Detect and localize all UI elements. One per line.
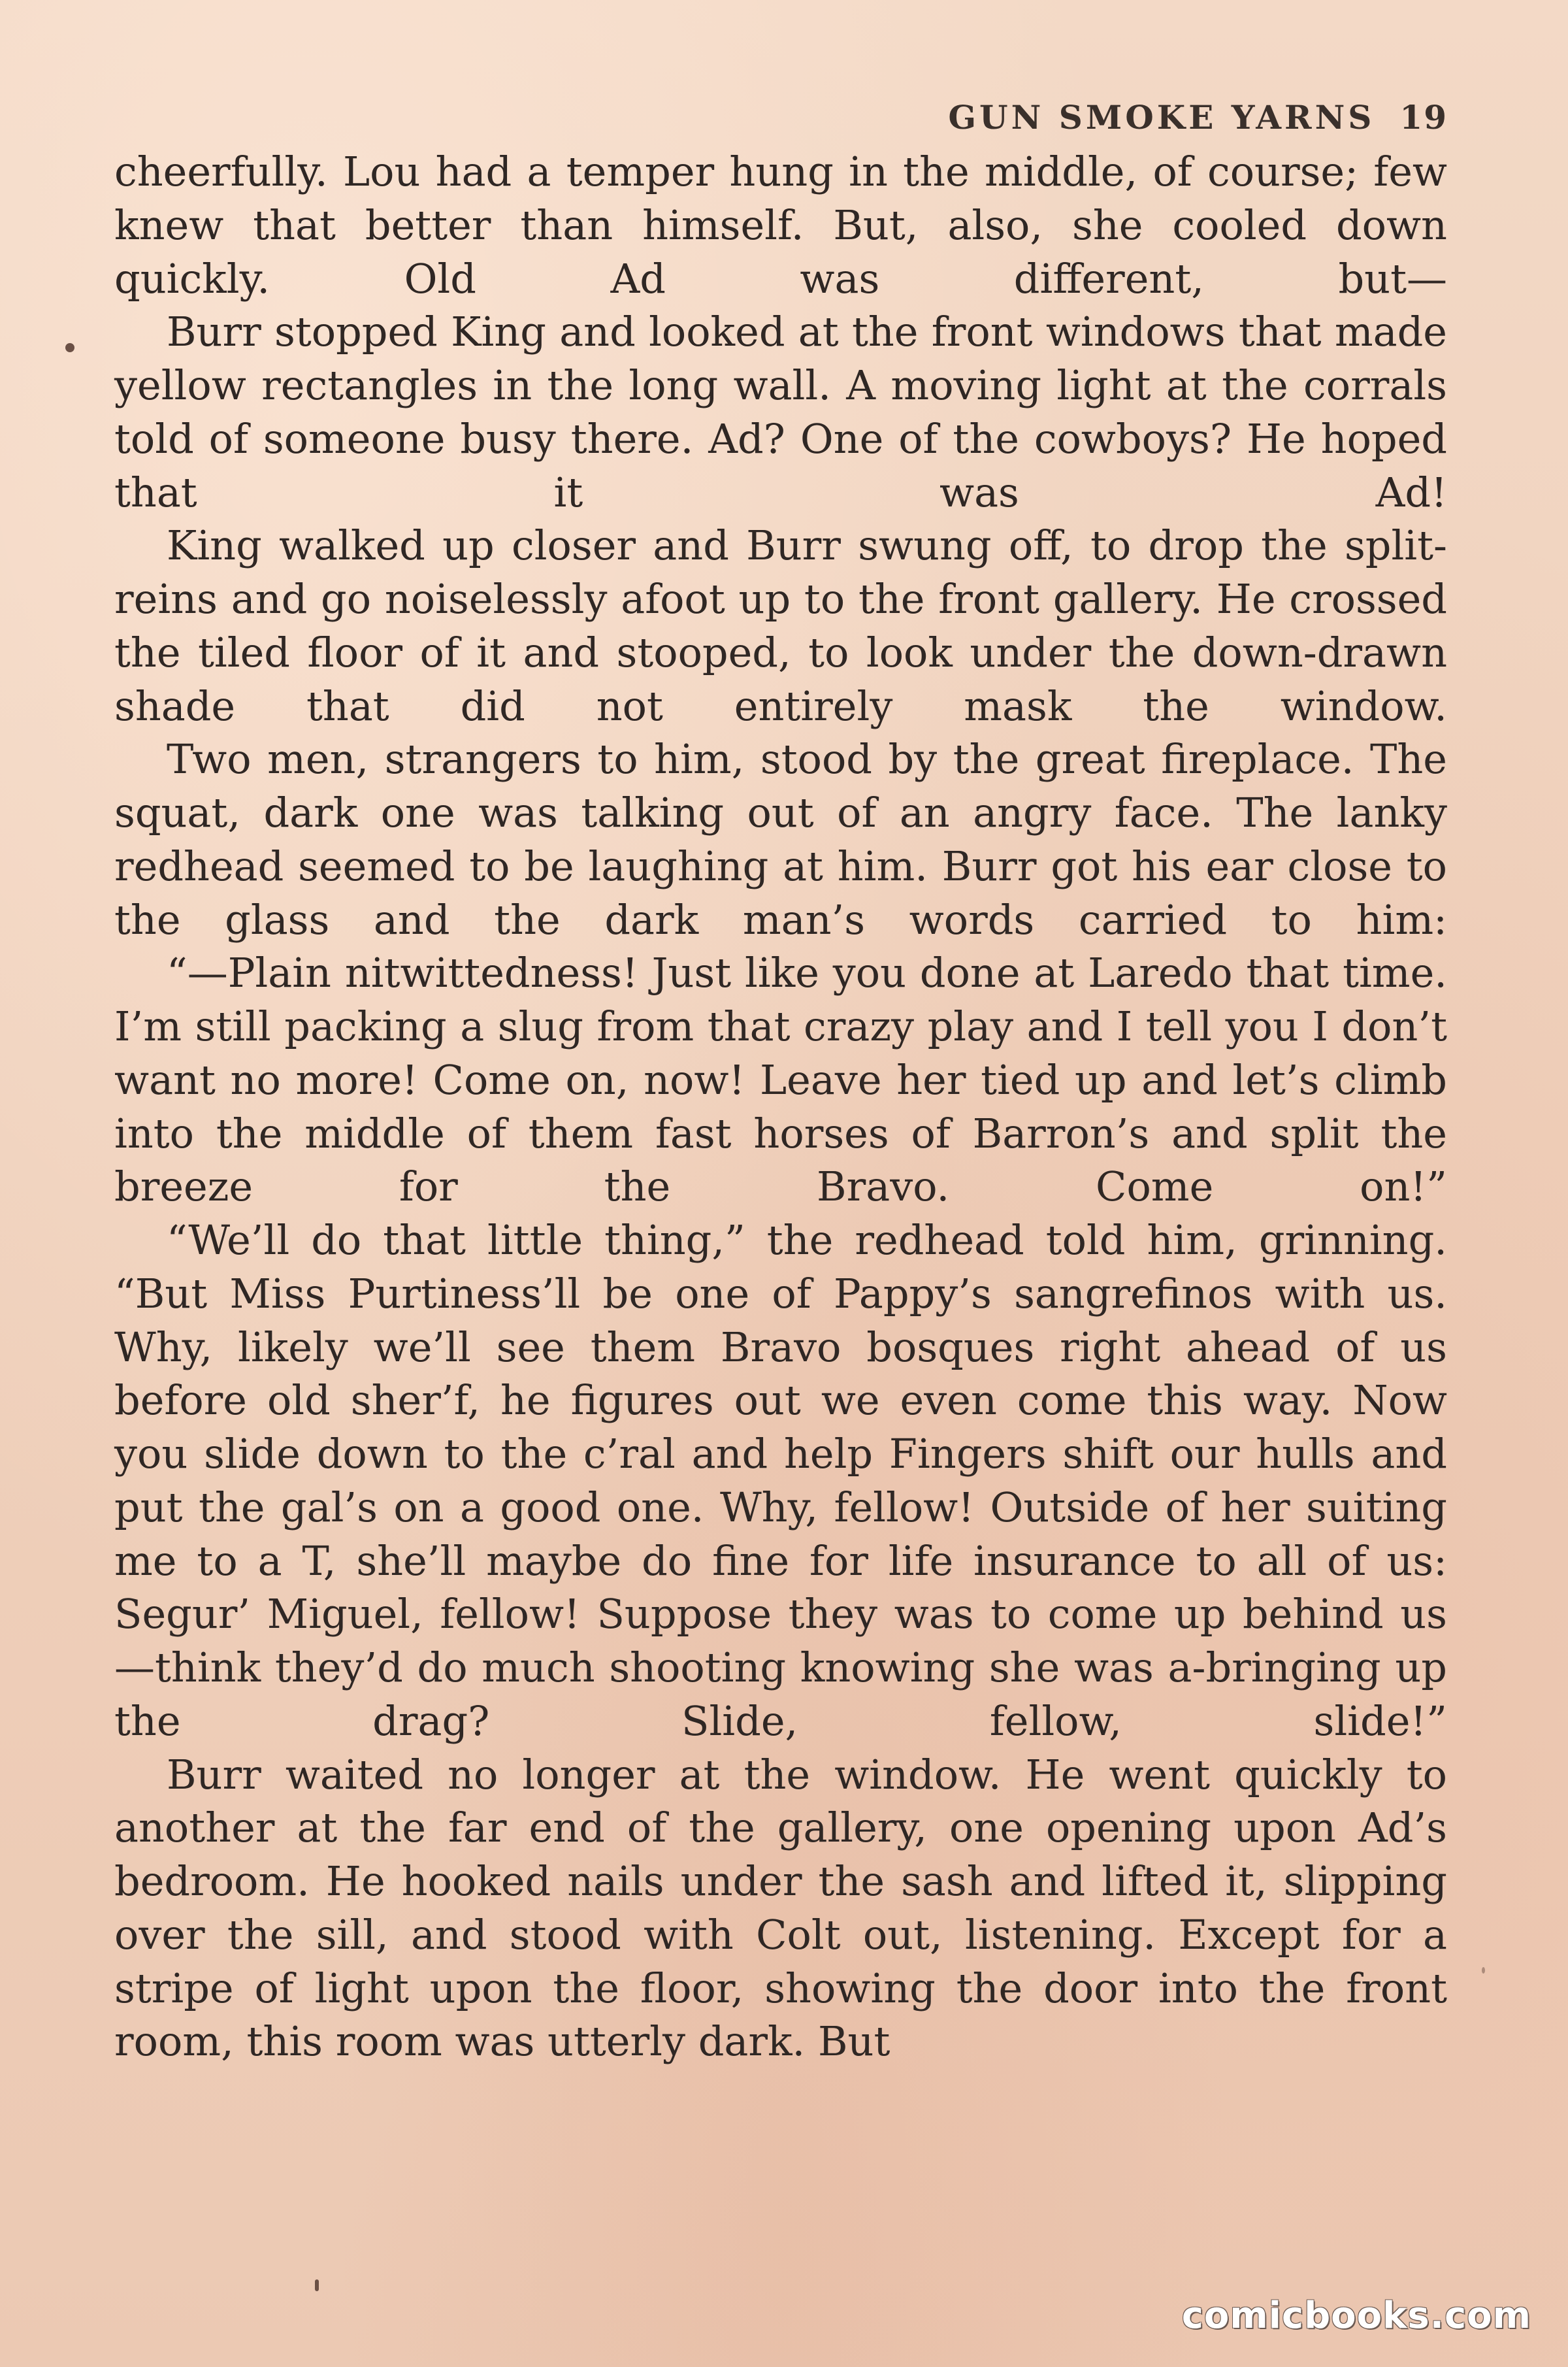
paragraph: King walked up closer and Burr swung off, to drop the split-reins and go noiselessly afoot up to the front gallery. He crossed the tiled floor of it and stooped, to look under the down-drawn shade that did not entirely mask the window. [114,521,1447,730]
running-title: GUN SMOKE YARNS [948,98,1375,137]
paper-speck [65,343,74,352]
paper-speck [1482,1967,1485,1974]
paragraph: “—Plain nitwittedness! Just like you done at Laredo that time. I’m still packing a slug from that crazy play and I tell you I don’t want no more! Come on, now! Leave her tied up and let’s climb into the middle of them fast horses of Barron’s and split the breeze for the Bravo. Come on!” [114,949,1447,1211]
watermark: comicbooks.com [1181,2294,1531,2337]
body-text [114,145,1447,2068]
paragraph: “We’ll do that little thing,” the redhead told him, grinning. “But Miss Purtiness’ll be one of Pappy’s sangrefinos with us. Why, likely we’ll see them Bravo bosques right ahead of us before old sher’f, he figures out we even come this way. Now you slide down to the c’ral and help Fingers shift our hulls and put the gal’s on a good one. Why, fellow! Outside of her suiting me to a T, she’ll maybe do fine for life insurance to all of us: Segur’ Miguel, fellow! Suppose they was to come up behind us—think they’d do much shooting knowing she was a-bringing up the drag? Slide, fellow, slide!” [114,1216,1447,1745]
paragraph: cheerfully. Lou had a temper hung in the middle, of course; few knew that better than himself. But, also, she cooled down quickly. Old Ad was different, but— [114,148,1447,303]
paragraph: Burr stopped King and looked at the front windows that made yellow rectangles in the long wall. A moving light at the corrals told of someone busy there. Ad? One of the cowboys? He hoped that it was Ad! [114,308,1447,516]
paragraph: Two men, strangers to him, stood by the great fireplace. The squat, dark one was talking out of an angry face. The lanky redhead seemed to be laughing at him. Burr got his ear close to the glass and the dark man’s words carried to him: [114,735,1447,944]
page-number: 19 [1399,98,1448,137]
paper-speck [315,2279,319,2291]
running-head [948,98,1448,137]
paragraph: Burr waited no longer at the window. He went quickly to another at the far end of the gallery, one opening upon Ad’s bedroom. He hooked nails under the sash and lifted it, slipping over the sill, and stood with Colt out, listening. Except for a stripe of light upon the floor, showing the door into the front room, this room was utterly dark. But [114,1750,1447,2066]
